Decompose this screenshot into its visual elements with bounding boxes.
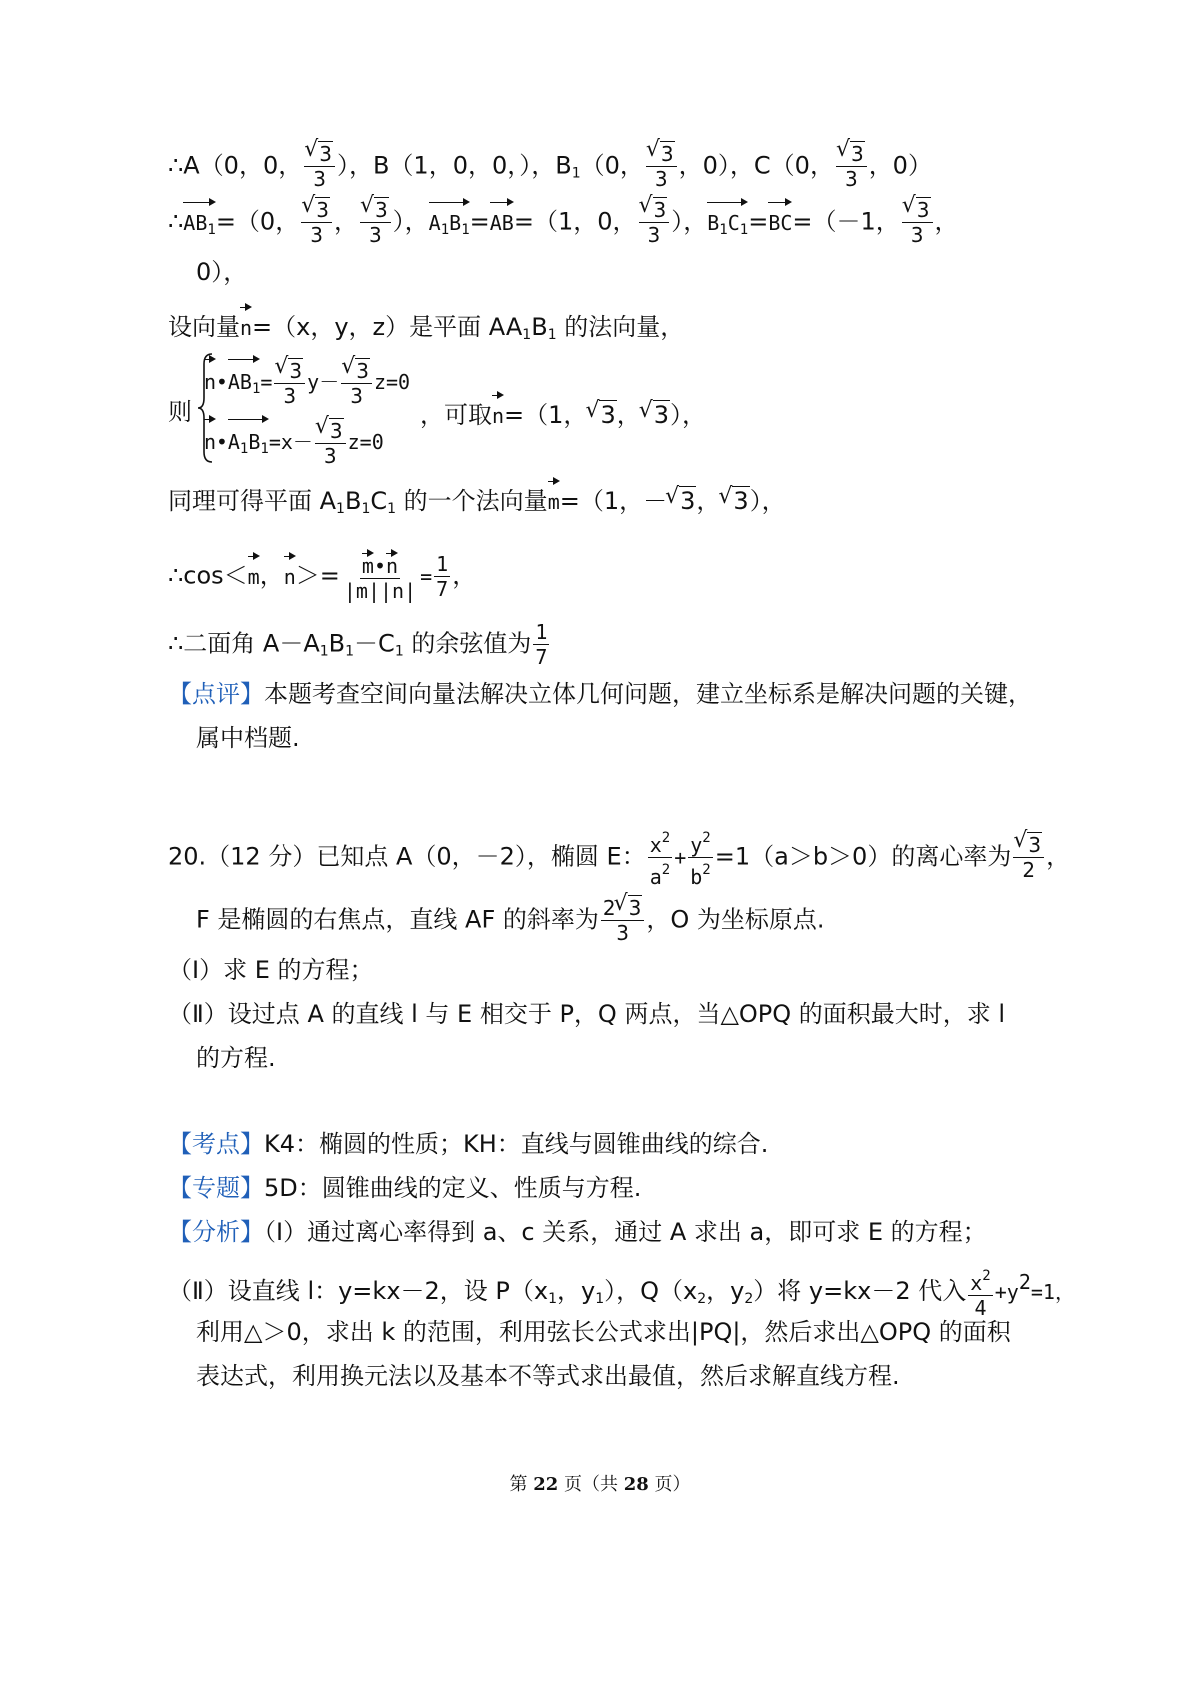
fenxi-tag: 【分析】	[168, 1218, 264, 1246]
vector-A1B1: $A_1B_1$	[429, 199, 470, 250]
equation-row-1: n• $AB_1=$ √ $\frac{3}{3}$ y－ √ $\frac{3}{3}$ z=0	[204, 356, 410, 411]
vector-m: m	[548, 478, 560, 522]
comment-tag: 【点评】	[168, 680, 264, 708]
ze-label: 则	[168, 398, 192, 426]
vector-BC: BC	[768, 199, 792, 243]
vector-AB1: $AB_1$	[183, 199, 216, 250]
equation-row-2: n• $A_1B_1=x-$ √ $\frac{3}{3}$ z=0	[204, 416, 384, 471]
system-result: ，可取 n=（1，√ 3，√ 3），	[420, 392, 706, 436]
zhuanti-tag: 【专题】	[168, 1174, 264, 1202]
total-pages: 28	[623, 1474, 649, 1495]
vector-AB: AB	[490, 199, 514, 243]
fraction: √ $\frac{3}{3}$	[304, 142, 335, 191]
vector-n: n	[240, 304, 252, 348]
cosine-fraction: m• n |m||n|	[342, 550, 418, 603]
page-number: 22	[533, 1474, 559, 1495]
vector-B1C1: $B_1C_1$	[707, 199, 748, 250]
kaodian-tag: 【考点】	[168, 1130, 264, 1158]
page-footer: 第 22 页（共 28 页）	[509, 1474, 691, 1495]
